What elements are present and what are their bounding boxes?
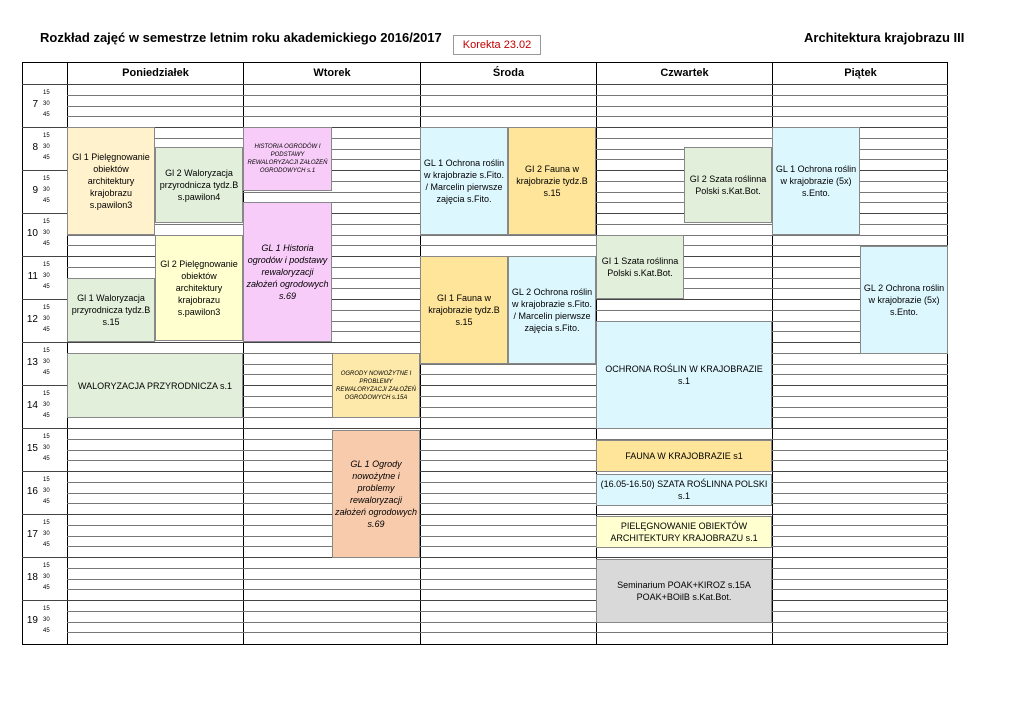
hour-label: 7 [32, 99, 38, 110]
schedule-title: Rozkład zajęć w semestrze letnim roku akademickiego 2016/2017 [40, 30, 442, 45]
quarter-divider [67, 116, 948, 117]
correction-badge: Korekta 23.02 [453, 35, 541, 55]
minute-label: 45 [43, 369, 50, 376]
class-block[interactable]: GL 1 Ochrona roślin w krajobrazie (5x) s.Ento. [772, 127, 860, 235]
minute-label: 15 [43, 262, 50, 268]
minute-label: 30 [43, 272, 50, 279]
hour-label: 14 [26, 400, 38, 411]
class-block[interactable]: Seminarium POAK+KIROZ s.15A POAK+BOilB s.Kat.Bot. [596, 559, 772, 623]
class-block[interactable]: WALORYZACJA PRZYRODNICZA s.1 [67, 353, 243, 418]
minute-label: 30 [43, 616, 50, 623]
minute-label: 15 [43, 176, 50, 182]
quarter-divider [67, 95, 948, 96]
minute-label: 30 [43, 143, 50, 150]
day-header-thursday: Czwartek [596, 62, 772, 84]
minute-label: 15 [43, 133, 50, 139]
minute-label: 15 [43, 90, 50, 96]
hour-label: 17 [26, 529, 38, 540]
minute-label: 45 [43, 541, 50, 548]
class-block[interactable]: GL 2 Ochrona roślin w krajobrazie (5x) s.Ento. [860, 246, 948, 354]
minute-label: 30 [43, 530, 50, 537]
quarter-divider [67, 460, 948, 461]
minute-label: 30 [43, 229, 50, 236]
quarter-divider [67, 106, 948, 107]
class-block[interactable]: Gl 2 Pielęgnowanie obiektów architektury krajobrazu s.pawilon3 [155, 235, 243, 341]
minute-label: 30 [43, 186, 50, 193]
minute-label: 45 [43, 111, 50, 118]
hour-label: 12 [26, 314, 38, 325]
class-block[interactable]: GI 1 Szata roślinna Polski s.Kat.Bot. [596, 235, 684, 299]
minute-label: 45 [43, 498, 50, 505]
class-block[interactable]: FAUNA W KRAJOBRAZIE s1 [596, 440, 772, 472]
hour-label: 11 [27, 271, 38, 282]
quarter-divider [67, 493, 948, 494]
minute-label: 15 [43, 434, 50, 440]
hour-label: 8 [32, 142, 38, 153]
minute-label: 45 [43, 584, 50, 591]
minute-label: 45 [43, 412, 50, 419]
class-block[interactable]: GL 1 Ogrody nowożytne i problemy rewaloryzacji założeń ogrodowych s.69 [332, 430, 420, 558]
hour-label: 19 [26, 615, 38, 626]
minute-label: 30 [43, 444, 50, 451]
day-header-monday: Poniedziałek [67, 62, 243, 84]
quarter-divider [67, 482, 948, 483]
quarter-divider [67, 503, 948, 504]
minute-label: 30 [43, 487, 50, 494]
class-block[interactable]: GI 2 Fauna w krajobrazie tydz.B s.15 [508, 127, 596, 235]
class-block[interactable]: OCHRONA ROŚLIN W KRAJOBRAZIE s.1 [596, 321, 772, 429]
minute-label: 30 [43, 315, 50, 322]
minute-label: 45 [43, 197, 50, 204]
hour-divider [22, 600, 948, 601]
class-block[interactable]: GI 2 Szata roślinna Polski s.Kat.Bot. [684, 147, 772, 223]
class-block[interactable]: GL 2 Ochrona roślin w krajobrazie s.Fito. / Marcelin pierwsze zajęcia s.Fito. [508, 256, 596, 364]
minute-label: 15 [43, 563, 50, 569]
minute-label: 15 [43, 348, 50, 354]
class-block[interactable]: Gl 1 Pielęgnowanie obiektów architektury krajobrazu s.pawilon3 [67, 127, 155, 235]
day-header-tuesday: Wtorek [243, 62, 420, 84]
hour-label: 13 [26, 357, 38, 368]
quarter-divider [67, 450, 948, 451]
class-block[interactable]: OGRODY NOWOŻYTNE I PROBLEMY REWALORYZACJI ZAŁOŻEŃ OGRODOWYCH s.15A [332, 353, 420, 418]
minute-label: 15 [43, 219, 50, 225]
class-block[interactable]: Gl 1 Waloryzacja przyrodnicza tydz.B s.15 [67, 278, 155, 342]
minute-label: 45 [43, 283, 50, 290]
class-block[interactable]: HISTORIA OGRODÓW I PODSTAWY REWALORYZACJI ZAŁOŻEŃ OGRODOWYCH s.1 [243, 127, 332, 191]
quarter-divider [67, 525, 948, 526]
hour-label: 16 [26, 486, 38, 497]
hour-label: 10 [26, 228, 38, 239]
program-name: Architektura krajobrazu III [804, 30, 965, 45]
minute-label: 45 [43, 627, 50, 634]
quarter-divider [67, 589, 948, 590]
minute-label: 45 [43, 455, 50, 462]
hour-divider [22, 428, 948, 429]
minute-label: 30 [43, 401, 50, 408]
hour-divider [22, 471, 948, 472]
class-block[interactable]: (16.05-16.50) SZATA ROŚLINNA POLSKI s.1 [596, 474, 772, 506]
minute-label: 45 [43, 154, 50, 161]
quarter-divider [67, 546, 948, 547]
minute-label: 30 [43, 358, 50, 365]
quarter-divider [67, 611, 948, 612]
minute-label: 45 [43, 240, 50, 247]
class-block[interactable]: GL 1 Historia ogrodów i podstawy rewaloryzacji założeń ogrodowych s.69 [243, 202, 332, 342]
hour-divider [22, 514, 948, 515]
class-block[interactable]: GL 1 Ochrona roślin w krajobrazie s.Fito. / Marcelin pierwsze zajęcia s.Fito. [420, 127, 508, 235]
minute-label: 15 [43, 305, 50, 311]
quarter-divider [67, 632, 948, 633]
hour-divider [22, 84, 948, 85]
class-block[interactable]: PIELĘGNOWANIE OBIEKTÓW ARCHITEKTURY KRAJOBRAZU s.1 [596, 516, 772, 548]
hour-label: 18 [26, 572, 38, 583]
minute-label: 45 [43, 326, 50, 333]
minute-label: 30 [43, 100, 50, 107]
day-header-friday: Piątek [772, 62, 948, 84]
minute-label: 30 [43, 573, 50, 580]
minute-label: 15 [43, 520, 50, 526]
class-block[interactable]: Gl 2 Waloryzacja przyrodnicza tydz.B s.pawilon4 [155, 147, 243, 223]
quarter-divider [67, 579, 948, 580]
hour-label: 15 [26, 443, 38, 454]
hour-divider [22, 557, 948, 558]
minute-label: 15 [43, 606, 50, 612]
quarter-divider [67, 536, 948, 537]
quarter-divider [67, 439, 948, 440]
quarter-divider [67, 622, 948, 623]
minute-label: 15 [43, 477, 50, 483]
minute-label: 15 [43, 391, 50, 397]
class-block[interactable]: GI 1 Fauna w krajobrazie tydz.B s.15 [420, 256, 508, 364]
day-header-wednesday: Środa [420, 62, 596, 84]
hour-label: 9 [32, 185, 38, 196]
quarter-divider [67, 568, 948, 569]
